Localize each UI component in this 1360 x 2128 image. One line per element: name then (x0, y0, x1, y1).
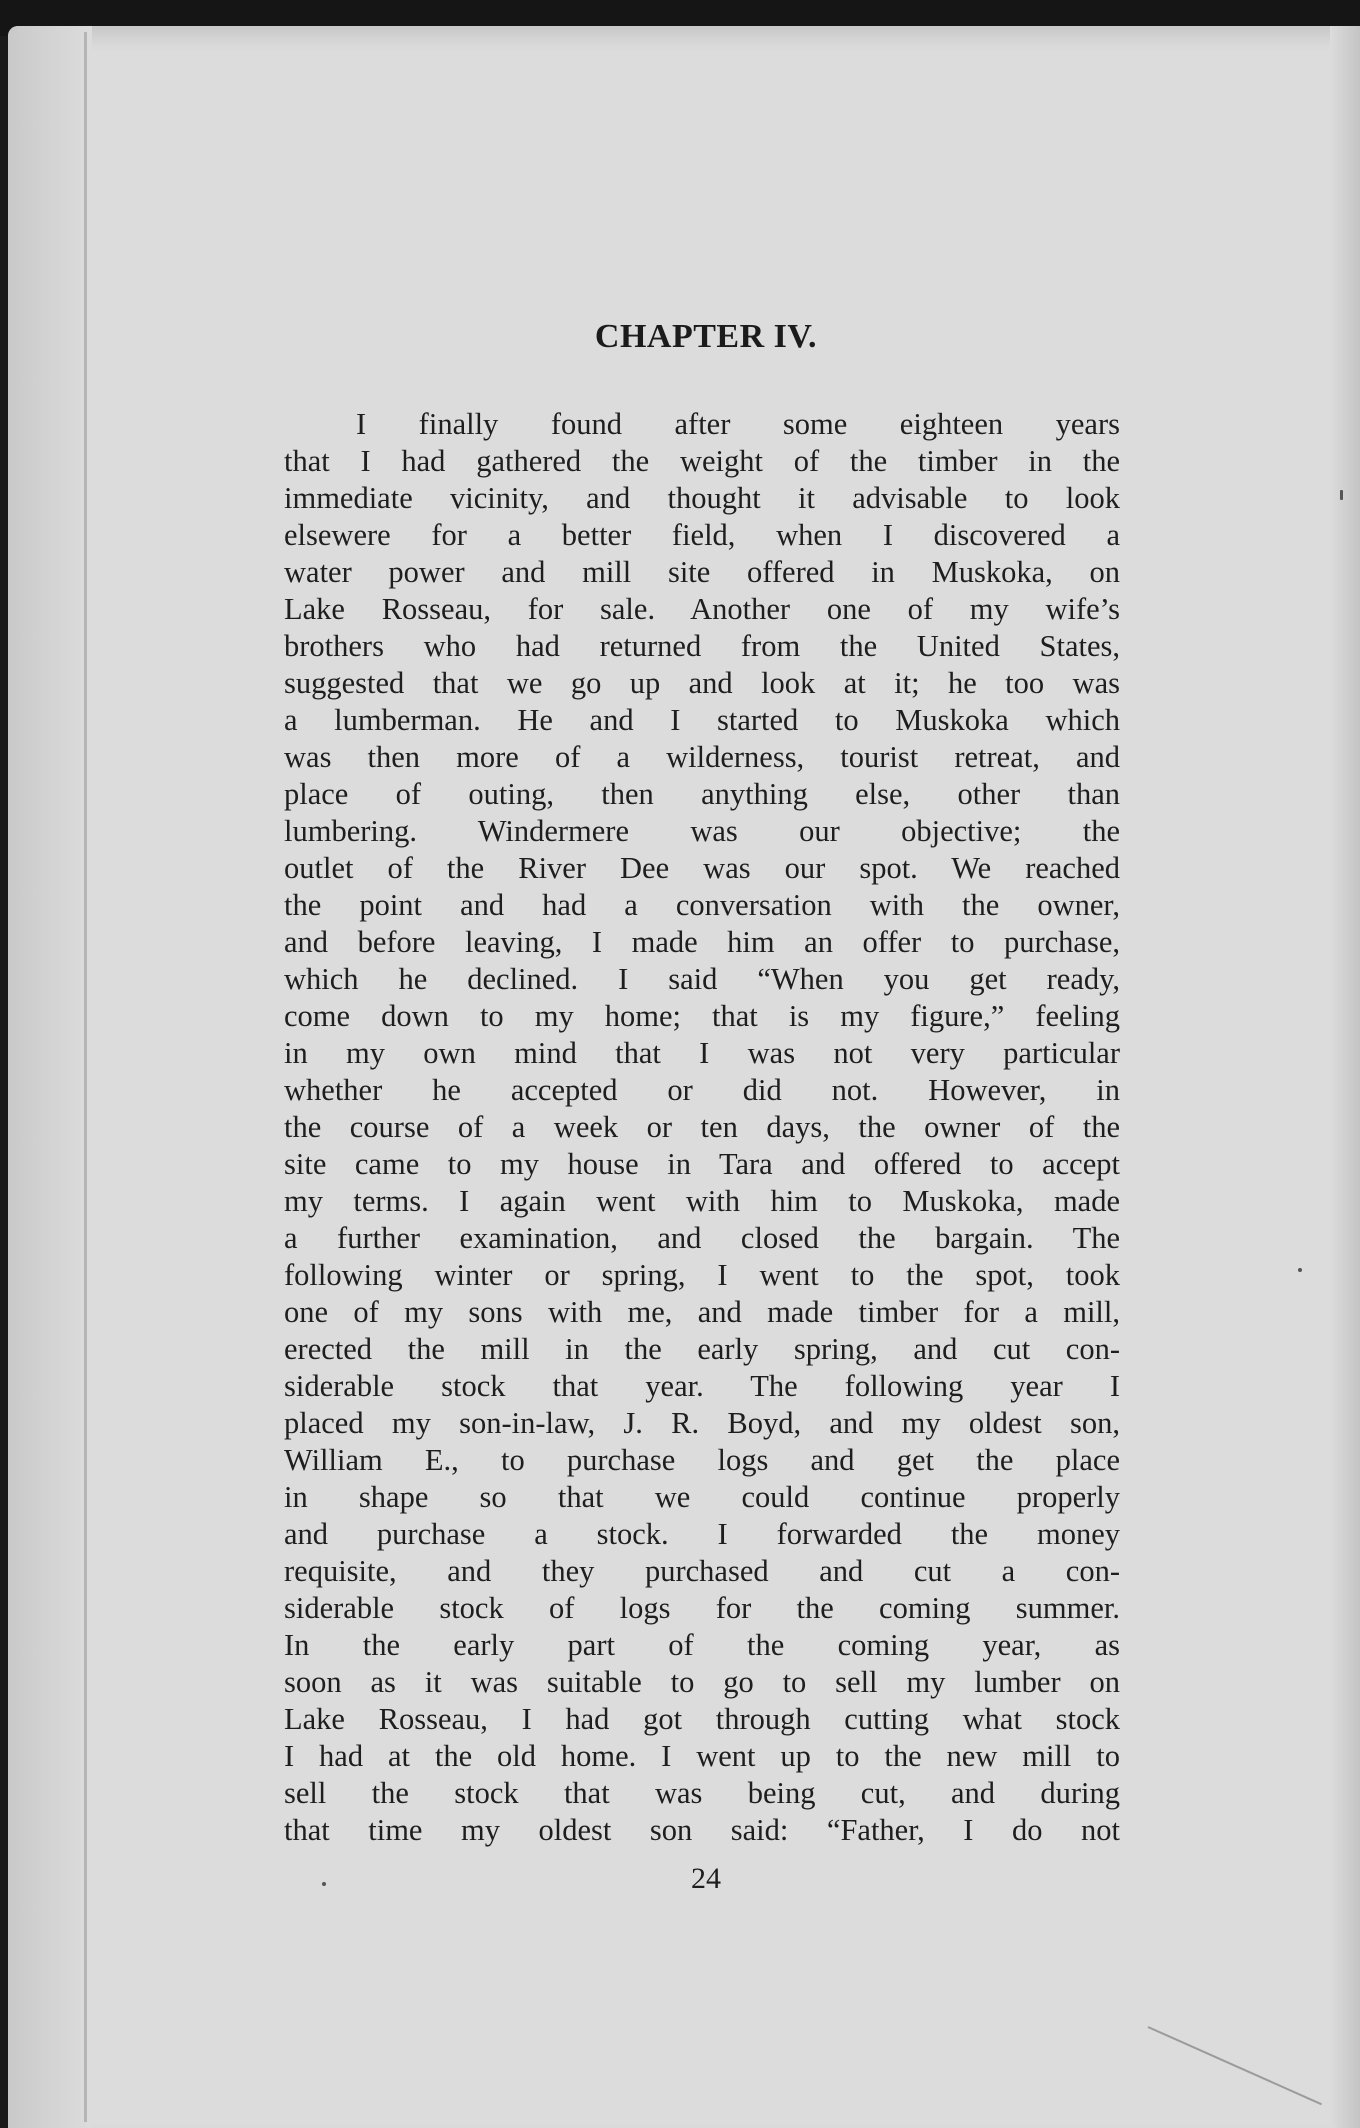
text-line: requisite, and they purchased and cut a con- (284, 1554, 1120, 1588)
text-line: one of my sons with me, and made timber for a mill, (284, 1295, 1120, 1329)
text-line: soon as it was suitable to go to sell my lumber on (284, 1665, 1120, 1699)
text-line: water power and mill site offered in Muskoka, on (284, 555, 1120, 589)
text-line: Lake Rosseau, for sale. Another one of my wife’s (284, 592, 1120, 626)
text-line: come down to my home; that is my figure,” feeling (284, 999, 1120, 1033)
text-line: a lumberman. He and I started to Muskoka which (284, 703, 1120, 737)
text-line: I finally found after some eighteen years (356, 407, 1120, 441)
corner-crease (1148, 2026, 1322, 2105)
text-line: and purchase a stock. I forwarded the money (284, 1517, 1120, 1551)
text-line: erected the mill in the early spring, and cut con- (284, 1332, 1120, 1366)
body-paragraph (284, 406, 1120, 1849)
text-line: In the early part of the coming year, as (284, 1628, 1120, 1662)
text-line: the point and had a conversation with the owner, (284, 888, 1120, 922)
scan-speck (322, 1882, 326, 1886)
page-number: 24 (691, 1862, 721, 1895)
text-line: place of outing, then anything else, other than (284, 777, 1120, 811)
text-line: and before leaving, I made him an offer to purchase, (284, 925, 1120, 959)
text-line: was then more of a wilderness, tourist retreat, and (284, 740, 1120, 774)
text-line: in my own mind that I was not very particular (284, 1036, 1120, 1070)
scan-speck (1340, 490, 1343, 500)
scan-speck (1298, 1268, 1302, 1272)
text-line: lumbering. Windermere was our objective; the (284, 814, 1120, 848)
text-line: a further examination, and closed the bargain. The (284, 1221, 1120, 1255)
text-line: the course of a week or ten days, the owner of the (284, 1110, 1120, 1144)
text-line: William E., to purchase logs and get the place (284, 1443, 1120, 1477)
text-line: that I had gathered the weight of the timber in the (284, 444, 1120, 478)
text-line: elsewere for a better field, when I discovered a (284, 518, 1120, 552)
chapter-title: CHAPTER IV. (594, 318, 818, 355)
text-line: suggested that we go up and look at it; he too was (284, 666, 1120, 700)
text-line: brothers who had returned from the United States, (284, 629, 1120, 663)
text-line: which he declined. I said “When you get ready, (284, 962, 1120, 996)
text-line: placed my son-in-law, J. R. Boyd, and my oldest son, (284, 1406, 1120, 1440)
text-line: that time my oldest son said: “Father, I do not (284, 1813, 1120, 1847)
text-line: immediate vicinity, and thought it advisable to look (284, 481, 1120, 515)
text-line: in shape so that we could continue properly (284, 1480, 1120, 1514)
text-line: whether he accepted or did not. However, in (284, 1073, 1120, 1107)
text-line: siderable stock of logs for the coming summer. (284, 1591, 1120, 1625)
text-line: Lake Rosseau, I had got through cutting what stock (284, 1702, 1120, 1736)
text-line: my terms. I again went with him to Muskoka, made (284, 1184, 1120, 1218)
text-line: following winter or spring, I went to the spot, took (284, 1258, 1120, 1292)
text-line: sell the stock that was being cut, and during (284, 1776, 1120, 1810)
text-line: I had at the old home. I went up to the new mill to (284, 1739, 1120, 1773)
text-line: site came to my house in Tara and offered to accept (284, 1147, 1120, 1181)
text-line: outlet of the River Dee was our spot. We reached (284, 851, 1120, 885)
text-line: siderable stock that year. The following year I (284, 1369, 1120, 1403)
